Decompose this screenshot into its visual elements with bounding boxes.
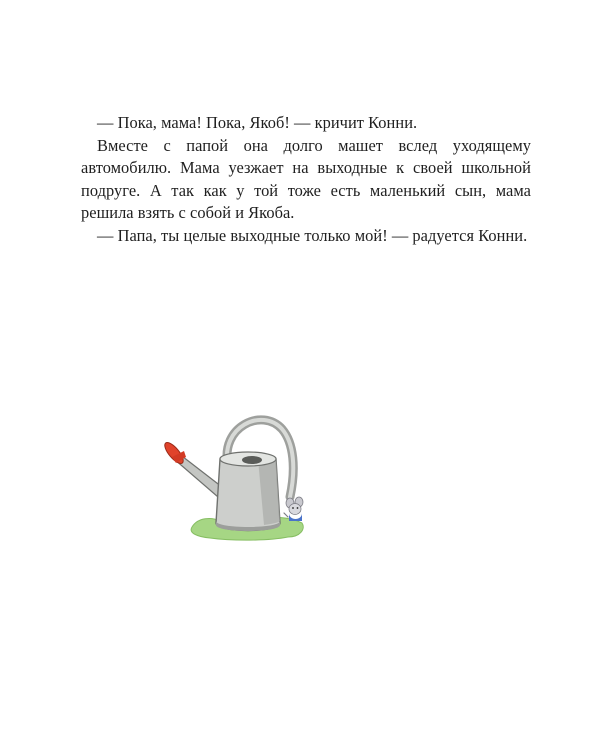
rose-head bbox=[162, 440, 186, 466]
mouse-figure bbox=[284, 497, 303, 521]
paragraph-2: Вместе с папой она долго машет вслед уходящему автомобилю. Мама уезжает на выходные к своей школьной подруге. А так как у той тоже есть маленький сын, мама решила взять с собой и Якоба. bbox=[81, 135, 531, 223]
paragraph-3: — Папа, ты целые выходные только мой! — радуется Конни. bbox=[97, 225, 528, 245]
story-text bbox=[81, 112, 531, 248]
watering-can-icon bbox=[150, 405, 320, 545]
paragraph-1: — Пока, мама! Пока, Якоб! — кричит Конни. bbox=[97, 113, 418, 132]
watering-can-illustration bbox=[150, 405, 320, 545]
